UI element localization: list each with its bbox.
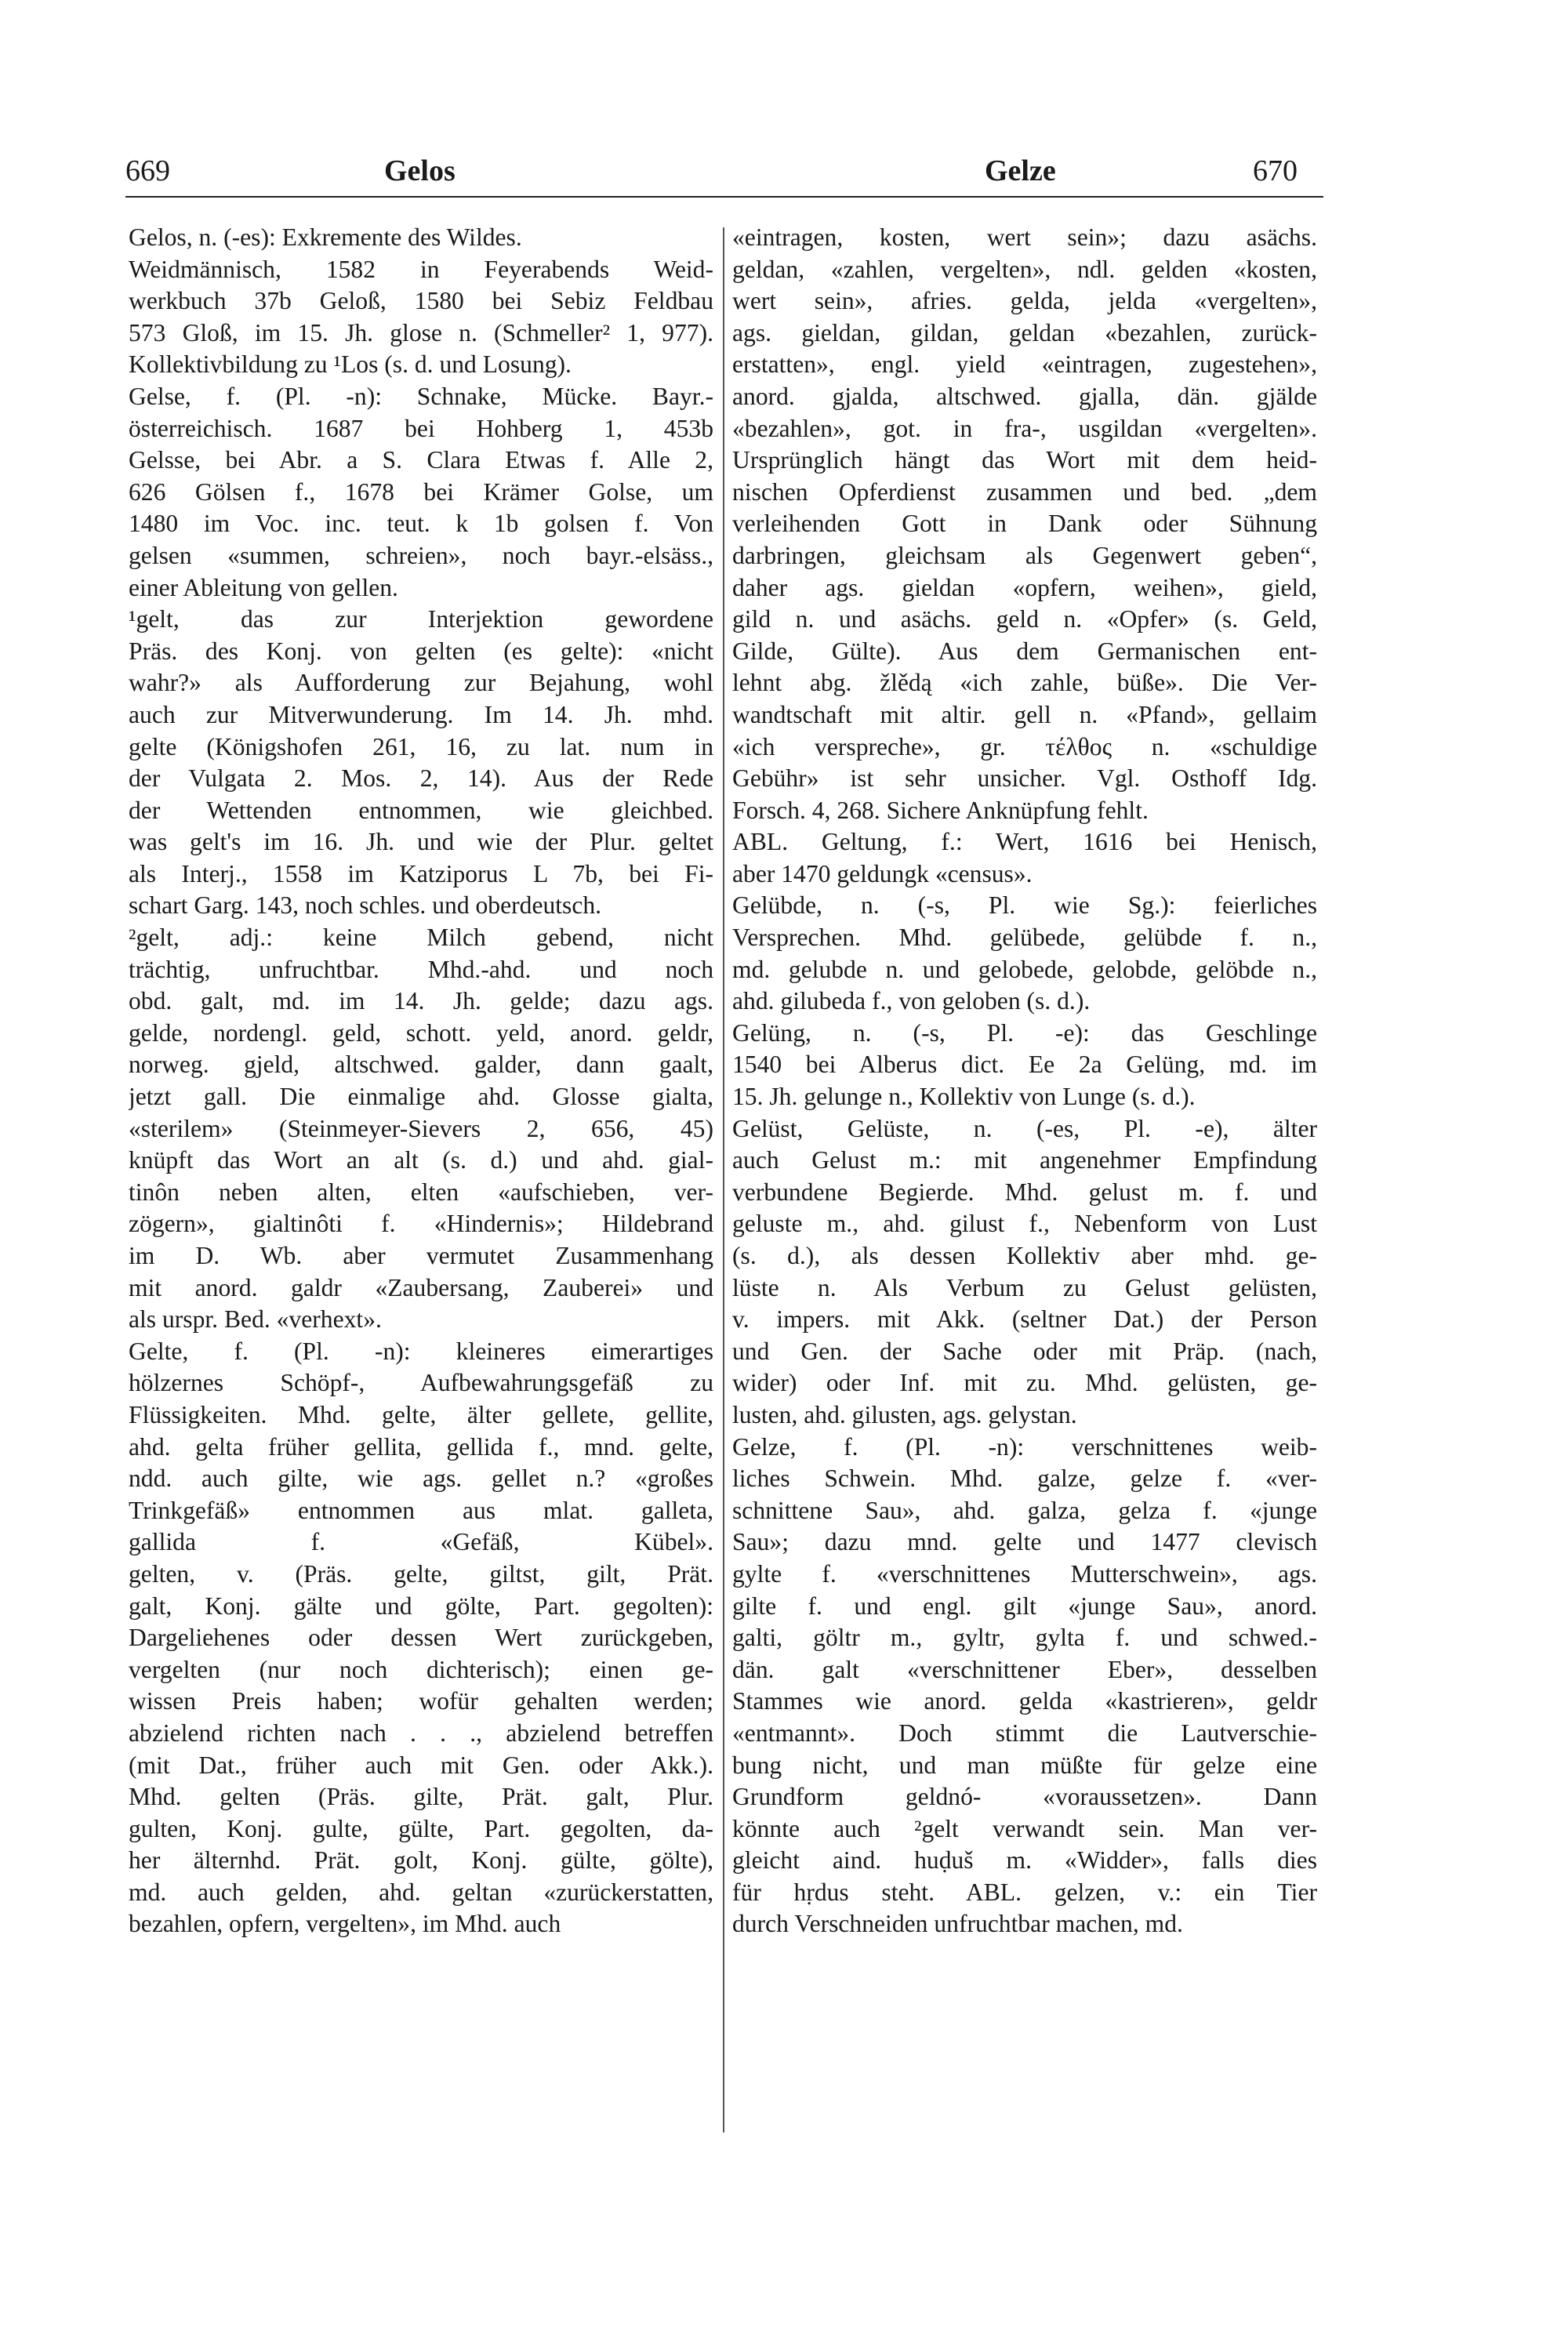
text-line: Flüssigkeiten. Mhd. gelte, älter gellete, gellite, [129,1400,713,1428]
text-line: wandtschaft mit altir. gell n. «Pfand», gellaim [732,700,1317,728]
text-line: werkbuch 37b Geloß, 1580 bei Sebiz Feldbau [129,287,713,315]
text-line: darbringen, gleichsam als Gegenwert geben“, [732,541,1317,569]
text-line: könnte auch ²gelt verwandt sein. Man ver- [732,1814,1317,1842]
text-line: abzielend richten nach . . ., abzielend betreffen [129,1719,713,1747]
text-line: österreichisch. 1687 bei Hohberg 1, 453b [129,414,713,442]
running-header [125,154,1320,194]
text-line: ags. gieldan, gildan, geldan «bezahlen, zurück- [732,318,1317,347]
text-line: galti, göltr m., gyltr, gylta f. und schwed.- [732,1624,1317,1652]
text-line: lusten, ahd. gilusten, ags. gelystan. [732,1400,1077,1428]
text-line: gilte f. und engl. gilt «junge Sau», anord. [732,1592,1317,1620]
text-line: auch Gelust m.: mit angenehmer Empfindung [732,1146,1317,1174]
text-line: Stammes wie anord. gelda «kastrieren», geldr [732,1687,1317,1715]
text-line: norweg. gjeld, altschwed. galder, dann gaalt, [129,1051,713,1079]
text-line: daher ags. gieldan «opfern, weihen», gield, [732,573,1317,601]
text-line: (mit Dat., früher auch mit Gen. oder Akk.). [129,1751,713,1779]
text-line: her älternhd. Prät. golt, Konj. gülte, gölte), [129,1846,713,1875]
text-line: «ich verspreche», gr. τέλθος n. «schuldige [732,732,1317,760]
text-line: verleihenden Gott in Dank oder Sühnung [732,510,1317,538]
text-line: ABL. Geltung, f.: Wert, 1616 bei Henisch, [732,828,1317,856]
text-line: gleicht aind. huḍuš m. «Widder», falls dies [732,1846,1317,1875]
text-line: vergelten (nur noch dichterisch); einen ge- [129,1655,713,1683]
text-line: Forsch. 4, 268. Sichere Anknüpfung fehlt. [732,796,1149,824]
text-line: tinôn neben alten, elten «aufschieben, ver- [129,1178,713,1206]
text-line: geluste m., ahd. gilust f., Nebenform von Lust [732,1210,1317,1238]
text-line: ahd. gelta früher gellita, gellida f., mnd. gelte, [129,1432,713,1461]
text-line: 1540 bei Alberus dict. Ee 2a Gelüng, md. im [732,1051,1317,1079]
text-line: trächtig, unfruchtbar. Mhd.-ahd. und noch [129,955,713,983]
text-line: durch Verschneiden unfruchtbar machen, md. [732,1910,1183,1938]
text-line: zögern», gialtinôti f. «Hindernis»; Hildebrand [129,1210,713,1238]
text-line: ahd. gilubeda f., von geloben (s. d.). [732,987,1091,1015]
text-line: Kollektivbildung zu ¹Los (s. d. und Losung). [129,350,572,379]
text-line: Gelze, f. (Pl. -n): verschnittenes weib- [732,1432,1317,1461]
text-line: geldan, «zahlen, vergelten», ndl. gelden «kosten, [732,255,1317,283]
left-page-number: 669 [125,154,170,187]
text-line: Präs. des Konj. von gelten (es gelte): «nicht [129,637,713,665]
text-line: gild n. und asächs. geld n. «Opfer» (s. Geld, [732,605,1317,633]
right-page-number: 670 [1253,154,1298,187]
text-line: gelsen «summen, schreien», noch bayr.-elsäss., [129,541,713,569]
left-column [129,222,713,2143]
text-line: «eintragen, kosten, wert sein»; dazu asächs. [732,223,1317,251]
text-line: Versprechen. Mhd. gelübede, gelübde f. n., [732,924,1317,952]
text-line: dän. galt «verschnittener Eber», desselben [732,1655,1317,1683]
text-line: Gelüng, n. (-s, Pl. -e): das Geschlinge [732,1018,1317,1047]
text-line: ndd. auch gilte, wie ags. gellet n.? «großes [129,1465,713,1493]
text-line: «sterilem» (Steinmeyer-Sievers 2, 656, 45) [129,1114,713,1142]
text-line: hölzernes Schöpf-, Aufbewahrungsgefäß zu [129,1369,713,1397]
text-line: Gelübde, n. (-s, Pl. wie Sg.): feierliches [732,891,1317,920]
text-line: «bezahlen», got. in fra-, usgildan «vergelten». [732,414,1317,442]
text-line: wissen Preis haben; wofür gehalten werden; [129,1687,713,1715]
text-line: der Vulgata 2. Mos. 2, 14). Aus der Rede [129,764,713,793]
text-line: knüpft das Wort an alt (s. d.) und ahd. gial- [129,1146,713,1174]
text-line: gelten, v. (Präs. gelte, giltst, gilt, Prät. [129,1559,713,1588]
text-line: obd. galt, md. im 14. Jh. gelde; dazu ags. [129,987,713,1015]
text-line: Gebühr» ist sehr unsicher. Vgl. Osthoff Idg. [732,764,1317,793]
header-rule [125,196,1323,198]
right-column [732,222,1317,2143]
text-line: Trinkgefäß» entnommen aus mlat. galleta, [129,1496,713,1524]
text-line: Gilde, Gülte). Aus dem Germanischen ent- [732,637,1317,665]
text-line: schart Garg. 143, noch schles. und oberdeutsch. [129,891,602,920]
text-line: anord. gjalda, altschwed. gjalla, dän. gjälde [732,382,1317,410]
text-line: für hṛdus steht. ABL. gelzen, v.: ein Tier [732,1878,1317,1906]
text-line: md. auch gelden, ahd. geltan «zurückerstatten, [129,1878,713,1906]
text-line: Gelos, n. (-es): Exkremente des Wildes. [129,223,522,251]
left-running-head: Gelos [384,154,456,187]
text-line: Gelse, f. (Pl. -n): Schnake, Mücke. Bayr.- [129,382,713,410]
text-line: jetzt gall. Die einmalige ahd. Glosse gialta, [129,1083,713,1111]
text-line: aber 1470 geldungk «census». [732,859,1033,887]
text-line: Grundform geldnó- «voraussetzen». Dann [732,1783,1317,1811]
text-line: Ursprünglich hängt das Wort mit dem heid- [732,446,1317,474]
text-line: ¹gelt, das zur Interjektion gewordene [129,605,713,633]
text-line: bung nicht, und man müßte für gelze eine [732,1751,1317,1779]
text-line: wert sein», afries. gelda, jelda «vergelten», [732,287,1317,315]
text-line: als urspr. Bed. «verhext». [129,1305,382,1334]
text-line: erstatten», engl. yield «eintragen, zugestehen», [732,350,1317,379]
text-line: 573 Gloß, im 15. Jh. glose n. (Schmeller² 1, 977). [129,318,713,347]
text-line: Gelüst, Gelüste, n. (-es, Pl. -e), älter [732,1114,1317,1142]
text-line: (s. d.), als dessen Kollektiv aber mhd. ge- [732,1242,1317,1269]
text-line: lüste n. Als Verbum zu Gelust gelüsten, [732,1273,1317,1301]
text-line: einer Ableitung von gellen. [129,573,398,601]
text-line: 626 Gölsen f., 1678 bei Krämer Golse, um [129,477,713,506]
text-line: Gelsse, bei Abr. a S. Clara Etwas f. Alle 2, [129,446,713,474]
text-line: «entmannt». Doch stimmt die Lautverschie- [732,1719,1317,1747]
column-divider [723,227,724,2132]
text-line: gulten, Konj. gulte, gülte, Part. gegolten, da- [129,1814,713,1842]
text-line: lehnt abg. žlědą «ich zahle, büße». Die Ver- [732,669,1317,697]
text-line: und Gen. der Sache oder mit Präp. (nach, [732,1337,1317,1365]
text-line: gylte f. «verschnittenes Mutterschwein», ags. [732,1559,1317,1588]
text-line: bezahlen, opfern, vergelten», im Mhd. auch [129,1910,561,1938]
text-line: Sau»; dazu mnd. gelte und 1477 clevisch [732,1528,1317,1556]
right-running-head: Gelze [985,154,1056,187]
text-line: 1480 im Voc. inc. teut. k 1b golsen f. Von [129,510,713,538]
text-line: Gelte, f. (Pl. -n): kleineres eimerartiges [129,1337,713,1365]
text-line: mit anord. galdr «Zaubersang, Zauberei» und [129,1273,713,1301]
text-line: gallida f. «Gefäß, Kübel». [129,1528,713,1556]
text-line: nischen Opferdienst zusammen und bed. „dem [732,477,1317,506]
text-line: schnittene Sau», ahd. galza, gelza f. «junge [732,1496,1317,1524]
text-line: liches Schwein. Mhd. galze, gelze f. «ver- [732,1465,1317,1493]
text-line: Dargeliehenes oder dessen Wert zurückgeben, [129,1624,713,1652]
text-line: verbundene Begierde. Mhd. gelust m. f. und [732,1178,1317,1206]
text-line: als Interj., 1558 im Katziporus L 7b, bei Fi- [129,859,713,887]
text-line: v. impers. mit Akk. (seltner Dat.) der Person [732,1305,1317,1334]
text-line: Mhd. gelten (Präs. gilte, Prät. galt, Plur. [129,1783,713,1811]
text-line: md. gelubde n. und gelobede, gelobde, gelöbde n., [732,955,1317,983]
text-line: auch zur Mitverwunderung. Im 14. Jh. mhd. [129,700,713,728]
text-line: gelte (Königshofen 261, 16, zu lat. num in [129,732,713,760]
text-line: wahr?» als Aufforderung zur Bejahung, wohl [129,669,713,697]
text-line: Weidmännisch, 1582 in Feyerabends Weid- [129,255,713,283]
text-line: der Wettenden entnommen, wie gleichbed. [129,796,713,824]
text-line: was gelt's im 16. Jh. und wie der Plur. geltet [129,828,713,856]
text-line: 15. Jh. gelunge n., Kollektiv von Lunge (s. d.). [732,1083,1196,1111]
text-line: ²gelt, adj.: keine Milch gebend, nicht [129,924,713,952]
text-line: wider) oder Inf. mit zu. Mhd. gelüsten, ge- [732,1369,1317,1397]
text-line: gelde, nordengl. geld, schott. yeld, anord. geldr, [129,1018,713,1047]
text-line: galt, Konj. gälte und gölte, Part. gegolten): [129,1592,713,1620]
text-line: im D. Wb. aber vermutet Zusammenhang [129,1242,713,1269]
